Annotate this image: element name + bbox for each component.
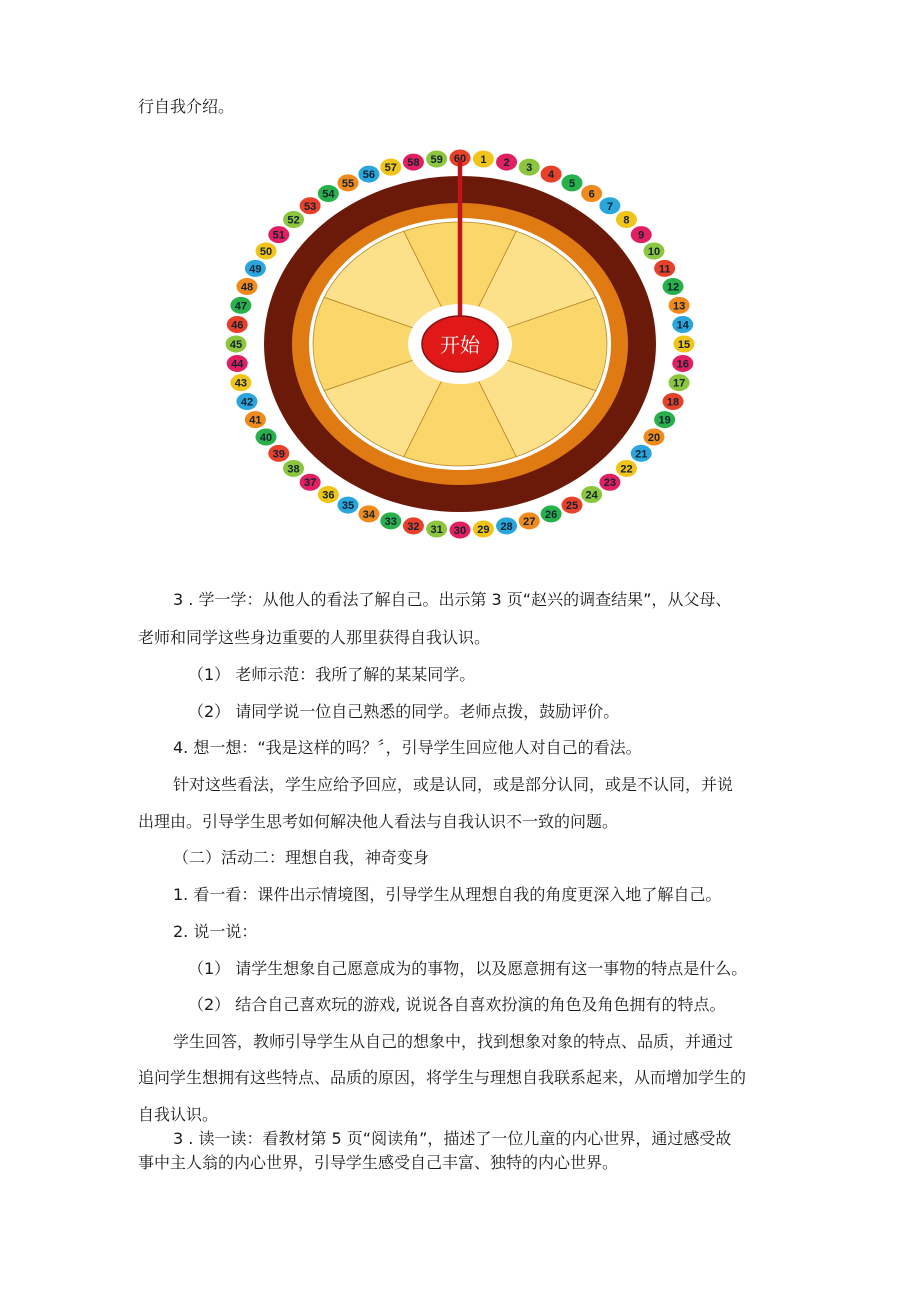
- number-ball: [255, 428, 277, 446]
- number-ball-label: 9: [638, 229, 645, 242]
- number-ball-label: 27: [523, 515, 536, 528]
- number-ball: [380, 512, 402, 530]
- number-ball-label: 14: [676, 319, 689, 332]
- number-ball: [630, 444, 652, 462]
- number-ball: [226, 316, 248, 334]
- number-ball-label: 57: [384, 162, 397, 175]
- number-ball-label: 56: [362, 169, 376, 182]
- number-ball: [599, 197, 621, 215]
- number-ball-label: 49: [249, 263, 262, 276]
- number-ball: [268, 226, 290, 244]
- number-ball-label: 20: [647, 432, 661, 444]
- number-ball-label: 19: [658, 414, 671, 427]
- number-ball-label: 26: [544, 508, 558, 521]
- number-ball: [244, 259, 266, 277]
- number-ball: [358, 165, 380, 183]
- number-ball: [672, 354, 694, 372]
- number-ball-label: 22: [620, 463, 633, 476]
- number-ball: [236, 278, 258, 296]
- paragraph-p17: 事中主人翁的内心世界，引导学生感受自己丰富、独特的内心世界。: [138, 1153, 619, 1172]
- paragraph-p7: 出理由。引导学生思考如何解决他人看法与自我认识不一致的问题。: [138, 812, 619, 831]
- number-ball: [380, 158, 402, 176]
- number-ball-label: 17: [672, 377, 686, 390]
- number-ball: [662, 392, 684, 410]
- paragraph-p6: 针对这些看法，学生应给予回应，或是认同，或是部分认同，或是不认同，并说: [173, 775, 734, 794]
- number-ball: [662, 278, 684, 296]
- number-ball-label: 25: [565, 500, 579, 513]
- number-ball-label: 8: [623, 214, 630, 227]
- number-ball-label: 41: [249, 414, 262, 427]
- wheel-graphic: [210, 146, 710, 542]
- number-ball-label: 50: [259, 246, 273, 258]
- number-ball-label: 40: [259, 432, 273, 444]
- number-ball: [615, 459, 637, 477]
- number-ball-label: 21: [635, 448, 648, 461]
- intro-tail-text: 行自我介绍。: [138, 97, 235, 116]
- number-ball-label: 15: [677, 339, 691, 351]
- number-ball: [449, 521, 471, 539]
- number-ball: [226, 354, 248, 372]
- number-ball: [337, 174, 359, 192]
- paragraph-p10: 2. 说一说：: [173, 922, 258, 941]
- paragraph-p5: 4. 想一想：“我是这样的吗？〞，引导学生回应他人对自己的看法。: [173, 738, 642, 757]
- number-ball-label: 58: [407, 157, 420, 170]
- number-ball: [472, 150, 494, 168]
- number-ball: [630, 226, 652, 244]
- number-ball: [402, 517, 424, 535]
- number-ball: [540, 505, 562, 523]
- number-ball: [643, 242, 665, 260]
- number-ball-label: 37: [303, 477, 317, 490]
- number-ball-label: 32: [407, 520, 420, 533]
- number-ball-label: 10: [647, 246, 661, 258]
- paragraph-p4: （2） 请同学说一位自己熟悉的同学。老师点拨，鼓励评价。: [188, 702, 620, 721]
- number-ball-label: 51: [272, 229, 285, 242]
- number-ball: [299, 473, 321, 491]
- number-ball-label: 48: [240, 281, 254, 294]
- number-ball-label: 13: [672, 300, 686, 313]
- number-ball-label: 36: [322, 489, 335, 502]
- number-ball: [255, 242, 277, 260]
- number-ball: [673, 335, 695, 353]
- number-ball: [337, 496, 359, 514]
- number-ball: [402, 153, 424, 171]
- number-ball: [581, 185, 603, 203]
- number-ball-label: 60: [453, 153, 467, 165]
- number-ball-label: 23: [603, 477, 617, 490]
- number-ball: [299, 197, 321, 215]
- number-ball-label: 45: [229, 339, 243, 351]
- paragraph-p11: （1） 请学生想象自己愿意成为的事物，以及愿意拥有这一事物的特点是什么。: [188, 959, 748, 978]
- number-ball: [540, 165, 562, 183]
- number-ball: [426, 150, 448, 168]
- paragraph-p14: 追问学生想拥有这些特点、品质的原因，将学生与理想自我联系起来，从而增加学生的: [138, 1068, 747, 1087]
- number-ball-label: 46: [231, 319, 244, 332]
- number-ball: [230, 374, 252, 392]
- number-ball-label: 3: [526, 162, 533, 175]
- number-ball-label: 38: [287, 463, 300, 476]
- number-ball: [317, 485, 339, 503]
- number-ball: [268, 444, 290, 462]
- paragraph-p13: 学生回答，教师引导学生从自己的想象中，找到想象对象的特点、品质，并通过: [173, 1032, 734, 1051]
- number-ball-label: 55: [341, 177, 355, 190]
- number-ball-label: 6: [588, 188, 595, 201]
- section-heading-activity-two: （二）活动二：理想自我，神奇变身: [173, 848, 430, 867]
- paragraph-p3: （1） 老师示范：我所了解的某某同学。: [188, 665, 476, 684]
- number-ball-label: 2: [503, 157, 510, 170]
- number-ball: [358, 505, 380, 523]
- number-ball-label: 31: [430, 523, 443, 536]
- paragraph-p12: （2） 结合自己喜欢玩的游戏, 说说各自喜欢扮演的角色及角色拥有的特点。: [188, 995, 726, 1014]
- number-ball: [668, 296, 690, 314]
- number-ball-label: 42: [240, 396, 254, 409]
- number-ball: [654, 259, 676, 277]
- number-ball: [244, 411, 266, 429]
- number-ball-label: 4: [548, 169, 555, 182]
- number-ball: [496, 517, 518, 535]
- number-ball: [615, 211, 637, 229]
- number-ball-label: 29: [477, 523, 490, 536]
- number-ball: [518, 512, 540, 530]
- paragraph-p1: 3 . 学一学：从他人的看法了解自己。出示第 3 页“赵兴的调查结果”，从父母、: [173, 590, 732, 609]
- number-ball-label: 35: [341, 500, 355, 513]
- paragraph-p2: 老师和同学这些身边重要的人那里获得自我认识。: [138, 628, 491, 647]
- number-ball: [496, 153, 518, 171]
- number-ball-label: 1: [480, 154, 487, 167]
- number-ball: [518, 158, 540, 176]
- number-ball: [581, 485, 603, 503]
- number-ball: [230, 296, 252, 314]
- number-ball-label: 53: [303, 200, 317, 213]
- number-ball-label: 54: [322, 188, 335, 201]
- number-ball-label: 18: [666, 396, 680, 409]
- number-ball-label: 11: [658, 263, 671, 276]
- number-ball: [599, 473, 621, 491]
- number-ball: [236, 392, 258, 410]
- number-ball: [668, 374, 690, 392]
- paragraph-p15: 自我认识。: [138, 1105, 219, 1124]
- number-ball: [561, 496, 583, 514]
- number-ball-label: 34: [362, 508, 376, 521]
- number-ball-label: 39: [272, 448, 285, 461]
- number-ball-label: 30: [453, 525, 467, 537]
- paragraph-p16: 3 . 读一读：看教材第 5 页“阅读角”，描述了一位儿童的内心世界，通过感受故: [173, 1129, 732, 1148]
- start-hub-label: 开始: [440, 333, 480, 357]
- number-ball-label: 16: [676, 358, 689, 371]
- number-ball-label: 33: [384, 515, 397, 528]
- number-ball: [643, 428, 665, 446]
- number-ball-label: 59: [430, 154, 443, 167]
- number-ball-label: 7: [606, 200, 613, 213]
- number-ball-label: 5: [568, 177, 576, 190]
- number-wheel-illustration: [210, 146, 710, 542]
- number-ball-label: 52: [287, 214, 300, 227]
- number-ball-label: 43: [234, 377, 248, 390]
- number-ball: [225, 335, 247, 353]
- number-ball: [283, 459, 305, 477]
- number-ball-label: 47: [234, 300, 248, 313]
- number-ball-label: 12: [666, 281, 680, 294]
- number-ball: [283, 211, 305, 229]
- number-ball: [317, 185, 339, 203]
- number-ball: [561, 174, 583, 192]
- number-ball: [426, 520, 448, 538]
- number-ball: [654, 411, 676, 429]
- number-ball: [672, 316, 694, 334]
- number-ball: [472, 520, 494, 538]
- number-ball-label: 28: [500, 520, 513, 533]
- paragraph-p9: 1. 看一看：课件出示情境图，引导学生从理想自我的角度更深入地了解自己。: [173, 885, 722, 904]
- number-ball-label: 44: [231, 358, 244, 371]
- number-ball-label: 24: [585, 489, 598, 502]
